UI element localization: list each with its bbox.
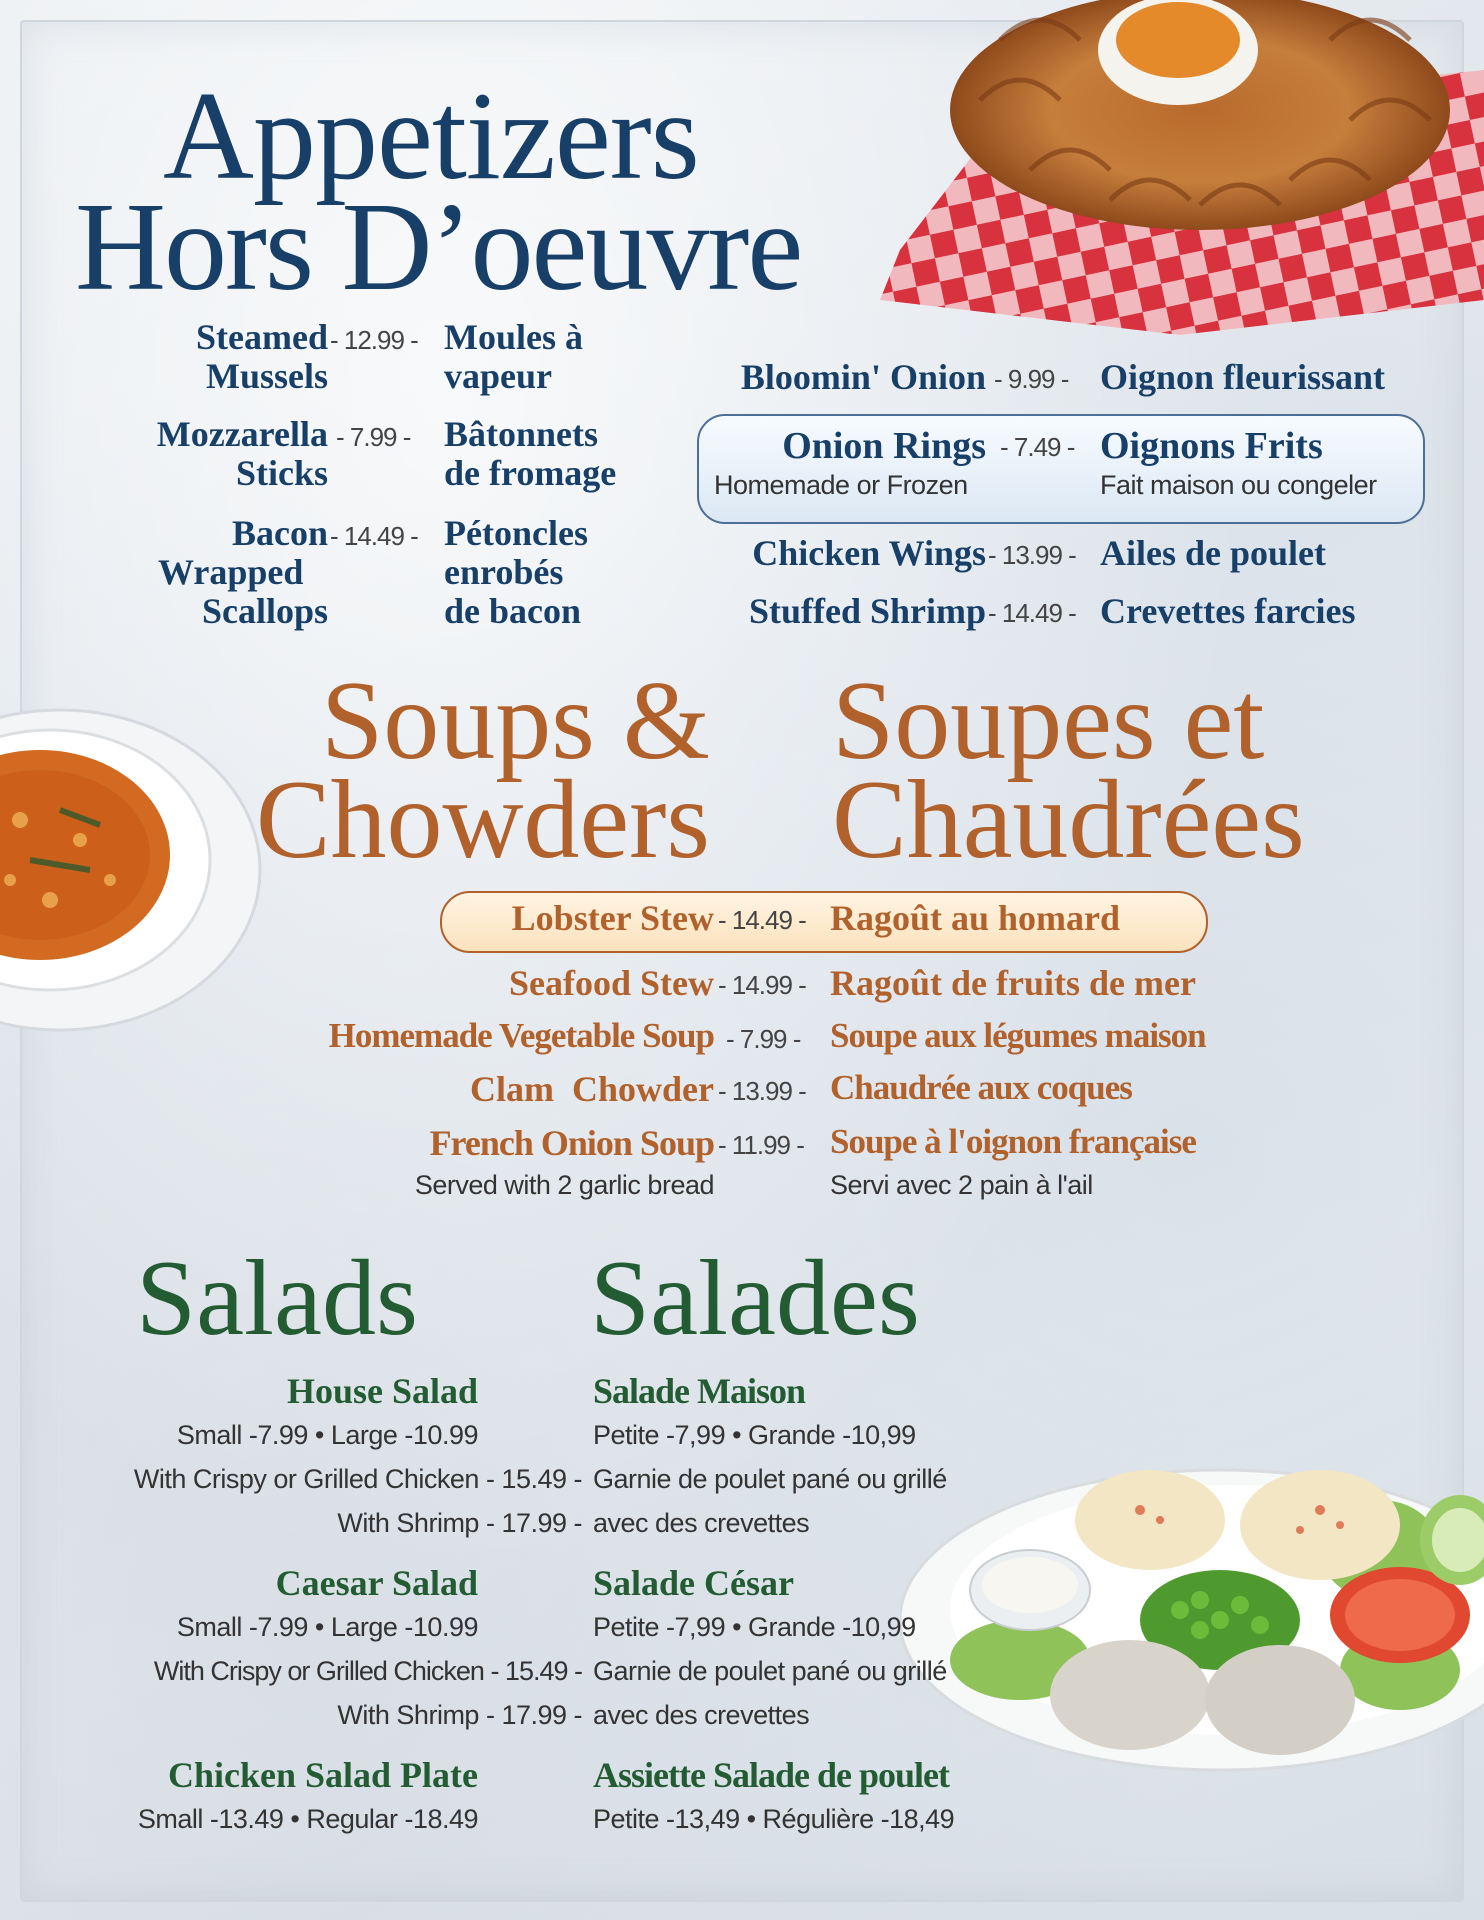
soup-fr-vegetable-soup: Soupe aux légumes maison (830, 1016, 1206, 1055)
salad-chicken-fr-caesar: Garnie de poulet pané ou grillé (593, 1656, 947, 1686)
soup-note-fr-french-onion: Servi avec 2 pain à l'ail (830, 1170, 1093, 1200)
appetizer-fr-mussels: Moules à vapeur (444, 317, 583, 396)
appetizer-en-mozzarella: Mozzarella Sticks (156, 414, 328, 493)
salad-chicken-en-caesar: With Crispy or Grilled Chicken - 15.49 - (153, 1656, 582, 1686)
appetizer-fr-bloomin-onion: Oignon fleurissant (1100, 357, 1386, 397)
appetizers-title-fr: Hors D’oeuvre (75, 177, 802, 317)
soups-title-fr: Soupes et Chaudrées (832, 659, 1305, 882)
soup-price-vegetable-soup: - 7.99 - (726, 1024, 801, 1054)
salad-en-caesar: Caesar Salad (275, 1563, 478, 1603)
salad-sizes-fr-house: Petite -7,99 • Grande -10,99 (593, 1420, 916, 1450)
soup-fr-french-onion: Soupe à l'oignon française (830, 1122, 1196, 1161)
salad-shrimp-en-caesar: With Shrimp - 17.99 - (337, 1700, 582, 1730)
salad-sizes-fr-chicken-plate: Petite -13,49 • Régulière -18,49 (593, 1804, 955, 1834)
salad-fr-caesar: Salade César (593, 1563, 794, 1603)
appetizer-fr-onion-rings: Oignons Frits (1100, 425, 1323, 467)
appetizer-fr-stuffed-shrimp: Crevettes farcies (1100, 591, 1356, 631)
soup-price-clam-chowder: - 13.99 - (718, 1076, 806, 1106)
appetizer-en-stuffed-shrimp: Stuffed Shrimp (748, 591, 986, 631)
appetizer-price-bloomin-onion: - 9.99 - (994, 364, 1069, 394)
salad-sizes-en-chicken-plate: Small -13.49 • Regular -18.49 (137, 1804, 478, 1834)
salad-chicken-fr-house: Garnie de poulet pané ou grillé (593, 1464, 947, 1494)
salad-plate-photo (900, 1430, 1484, 1780)
salad-sizes-en-caesar: Small -7.99 • Large -10.99 (176, 1612, 478, 1642)
soup-en-clam-chowder: Clam Chowder (470, 1069, 714, 1109)
salad-sizes-en-house: Small -7.99 • Large -10.99 (176, 1420, 478, 1450)
appetizer-note-fr-onion-rings: Fait maison ou congeler (1100, 470, 1377, 500)
salad-shrimp-fr-caesar: avec des crevettes (593, 1700, 810, 1730)
appetizer-fr-chicken-wings: Ailes de poulet (1100, 533, 1327, 573)
appetizer-price-chicken-wings: - 13.99 - (988, 540, 1076, 570)
dip-sauce (1116, 2, 1240, 78)
appetizers-title-en: Appetizers (163, 67, 699, 206)
appetizer-price-mussels: - 12.99 - (330, 325, 418, 355)
appetizer-en-bloomin-onion: Bloomin' Onion (740, 357, 986, 397)
appetizer-price-scallops: - 14.49 - (330, 521, 418, 551)
soup-note-en-french-onion: Served with 2 garlic bread (414, 1170, 714, 1200)
soups-title-en: Soups & Chowders (255, 659, 710, 882)
appetizer-fr-mozzarella: Bâtonnets de fromage (444, 414, 617, 493)
soup-en-french-onion: French Onion Soup (429, 1123, 714, 1163)
soup-fr-lobster-stew: Ragoût au homard (830, 898, 1121, 938)
salad-en-chicken-plate: Chicken Salad Plate (167, 1755, 478, 1795)
appetizer-en-mussels: Steamed Mussels (196, 317, 328, 396)
appetizer-en-chicken-wings: Chicken Wings (752, 533, 986, 573)
appetizer-price-stuffed-shrimp: - 14.49 - (988, 598, 1076, 628)
salads-title-en: Salads (136, 1239, 418, 1358)
appetizers-title (75, 67, 802, 317)
salads-title-fr: Salades (590, 1239, 920, 1358)
soup-fr-seafood-stew: Ragoût de fruits de mer (830, 963, 1196, 1003)
appetizer-price-onion-rings: - 7.49 - (1000, 432, 1075, 462)
appetizer-en-onion-rings: Onion Rings (782, 425, 986, 467)
soup-en-seafood-stew: Seafood Stew (509, 963, 714, 1003)
salad-shrimp-en-house: With Shrimp - 17.99 - (337, 1508, 582, 1538)
soup-price-lobster-stew: - 14.49 - (718, 905, 806, 935)
appetizer-en-scallops: Bacon Wrapped Scallops (158, 513, 328, 631)
appetizer-price-mozzarella: - 7.99 - (336, 422, 411, 452)
soup-en-lobster-stew: Lobster Stew (511, 898, 714, 938)
salad-shrimp-fr-house: avec des crevettes (593, 1508, 810, 1538)
blooming-onion-photo (880, 0, 1484, 340)
salad-sizes-fr-caesar: Petite -7,99 • Grande -10,99 (593, 1612, 916, 1642)
appetizer-fr-scallops: Pétoncles enrobés de bacon (444, 513, 588, 631)
salad-en-house: House Salad (286, 1371, 478, 1411)
salad-fr-house: Salade Maison (593, 1371, 806, 1411)
soup-price-seafood-stew: - 14.99 - (718, 970, 806, 1000)
salad-fr-chicken-plate: Assiette Salade de poulet (593, 1755, 949, 1795)
soup-fr-clam-chowder: Chaudrée aux coques (830, 1068, 1132, 1107)
soup-price-french-onion: - 11.99 - (718, 1130, 804, 1160)
soup-en-vegetable-soup: Homemade Vegetable Soup (328, 1016, 714, 1055)
salad-chicken-en-house: With Crispy or Grilled Chicken - 15.49 - (133, 1464, 582, 1494)
appetizer-note-en-onion-rings: Homemade or Frozen (714, 470, 968, 500)
